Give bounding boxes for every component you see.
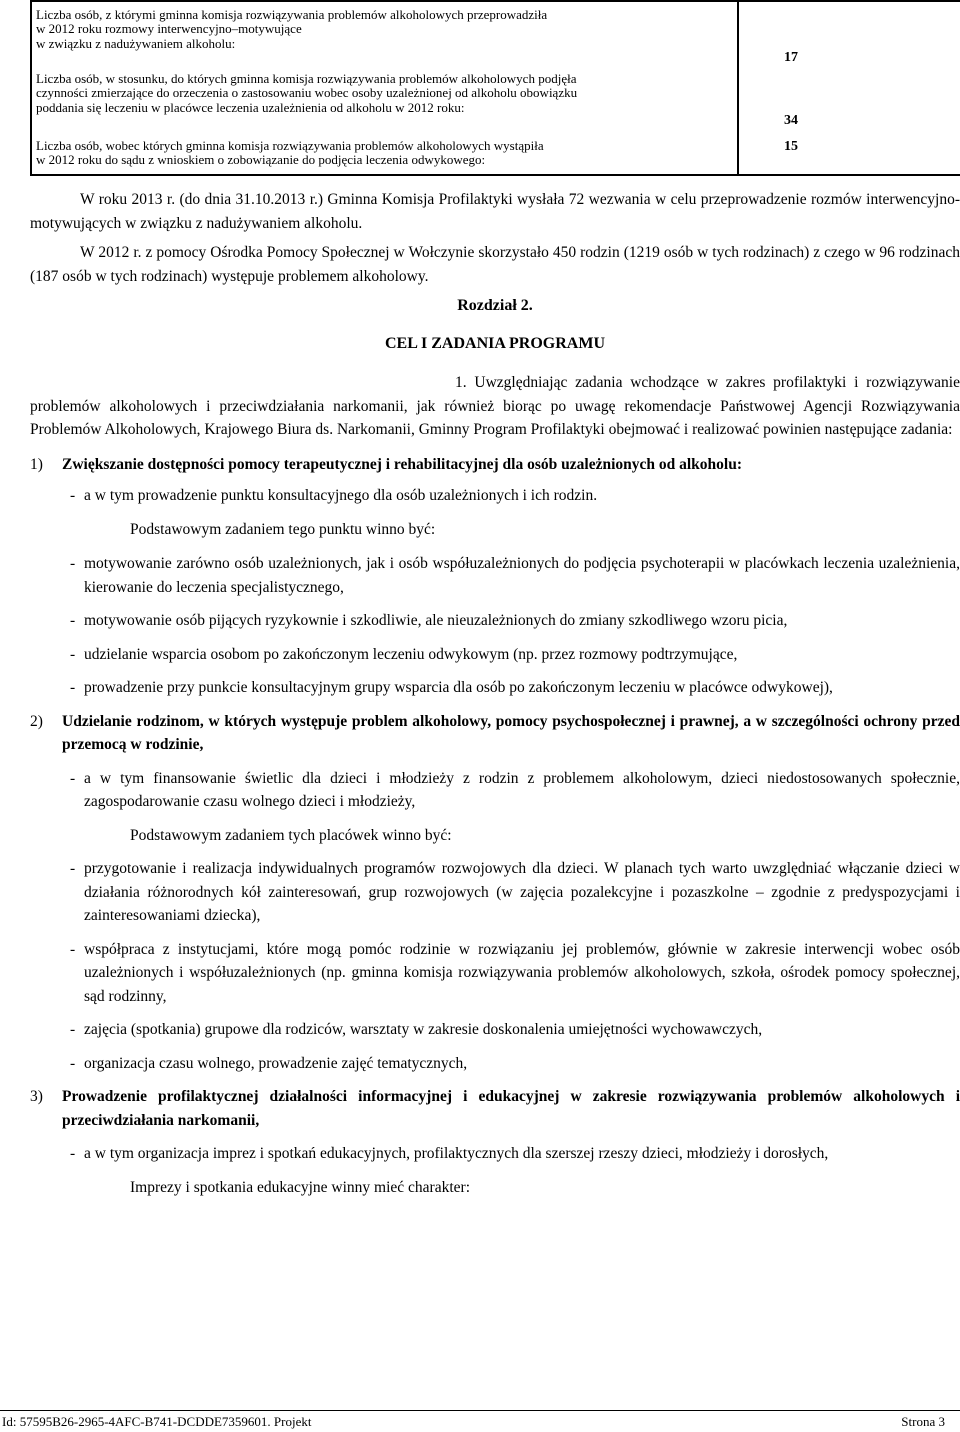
table-row-3-value: 15 bbox=[784, 139, 798, 154]
list-item: - motywowanie zarówno osób uzależnionych, jak i osób współuzależnionych do podjęcia psychoterapii w placówkach leczenia uzależnienia, kierowanie do leczenia specjalistycznego, bbox=[70, 555, 960, 596]
section-3-heading-text: Prowadzenie profilaktycznej działalności informacyjnej i edukacyjnej w zakresie rozwiązywania problemów alkoholowych i przeciwdziałania narkomanii, bbox=[62, 1088, 960, 1129]
list-item: - przygotowanie i realizacja indywidualnych programów rozwojowych dla dzieci. W planach tych warto uwzględniać włączanie dzieci w działania różnorodnych kół zainteresowań, grup rozwojowych (w zajęcia pozalekcyjne i pozaszkolne – zgodnie z predyspozycjami i zainteresowaniami dziecka), bbox=[70, 860, 960, 924]
section-2-heading-text: Udzielanie rodzinom, w których występuje problem alkoholowy, pomocy psychospołecznej i prawnej, a w szczególności ochrony przed przemocą w rodzinie, bbox=[62, 712, 960, 753]
table-row-1-value: 17 bbox=[784, 50, 798, 65]
list-item: - współpraca z instytucjami, które mogą pomóc rodzinie w rozwiązaniu jej problemów, głównie w zakresie interwencji wobec osób uzależnionych i współuzależnionych (np. gminna komisja rozwiązywania problemów alkoholowych, szkoła, ośrodek pomocy społecznej, sąd rodzinny, bbox=[70, 940, 960, 1005]
table-descriptions-cell bbox=[31, 1, 738, 175]
page-number: Strona 3 bbox=[901, 1414, 945, 1429]
statistics-table bbox=[30, 0, 960, 176]
list-item: - organizacja czasu wolnego, prowadzenie zajęć tematycznych, bbox=[70, 1054, 468, 1072]
table-values-cell bbox=[738, 1, 960, 175]
paragraph-ops-2012: W 2012 r. z pomocy Ośrodka Pomocy Społecznej w Wołczynie skorzystało 450 rodzin (1219 osób w tych rodzinach) z czego w 96 rodzinach (187 osób w tych rodzinach) występuje problemem alkoholowy. bbox=[30, 244, 960, 285]
table-row bbox=[31, 1, 960, 175]
list-item: - a w tym organizacja imprez i spotkań edukacyjnych, profilaktycznych dla szerszej rzeszy dzieci, młodzieży i dorosłych, bbox=[70, 1145, 829, 1162]
section-3-number: 3) bbox=[30, 1088, 43, 1105]
section-3-subheading: Imprezy i spotkania edukacyjne winny mieć charakter: bbox=[130, 1178, 471, 1196]
paragraph-warnings-2013: W roku 2013 r. (do dnia 31.10.2013 r.) Gminna Komisja Profilaktyki wysłała 72 wezwania w celu przeprowadzenie rozmów interwencyjno-motywujących w związku z nadużywaniem alkoholu. bbox=[30, 191, 960, 232]
section-2-subheading: Podstawowym zadaniem tych placówek winno być: bbox=[130, 826, 452, 844]
list-item: - udzielanie wsparcia osobom po zakończonym leczeniu odwykowym (np. przez rozmowy podtrzymujące, bbox=[70, 645, 738, 663]
chapter-title: CEL I ZADANIA PROGRAMU bbox=[384, 335, 605, 352]
table-row-2-value: 34 bbox=[784, 113, 798, 128]
document-id: Id: 57595B26-2965-4AFC-B741-DCDDE7359601. Projekt bbox=[2, 1414, 312, 1429]
page-footer bbox=[0, 1410, 960, 1432]
section-1-subheading: Podstawowym zadaniem tego punktu winno być: bbox=[130, 520, 436, 538]
table-row-2-text: Liczba osób, w stosunku, do których gminna komisja rozwiązywania problemów alkoholowych podjęła czynności zmierzające do orzeczenia o zastosowaniu wobec osoby uzależnionej od alkoholu obowiązku poddania się leczeniu w placówce leczenia uzależnienia od alkoholu w 2012 roku: bbox=[36, 71, 578, 115]
list-item: - a w tym finansowanie świetlic dla dzieci i młodzieży z rodzin z problemem alkoholowym, dzieci niedostosowanych społecznie, zagospodarowanie czasu wolnego dzieci i młodzieży, bbox=[70, 769, 960, 810]
list-item: - motywowanie osób pijących ryzykownie i szkodliwie, ale nieuzależnionych do zmiany szkodliwego wzoru picia, bbox=[70, 612, 788, 629]
chapter-number: Rozdział 2. bbox=[457, 297, 533, 314]
section-2-number: 2) bbox=[30, 712, 43, 730]
section-1 bbox=[30, 453, 960, 700]
paragraph-tasks-intro: 1. Uwzględniając zadania wchodzące w zakres profilaktyki i rozwiązywanie problemów alkoholowych i przeciwdziałania narkomanii, jak również biorąc po uwagę rekomendacje Państwowej Agencji Rozwiązywania Problemów Alkoholowych, Krajowego Biura ds. Narkomanii, Gminny Program Profilaktyki obejmować i realizować powinien następujące zadania: bbox=[30, 374, 960, 438]
list-item: - prowadzenie przy punkcie konsultacyjnym grupy wsparcia dla osób po zakończonym leczeniu w placówce odwykowej), bbox=[70, 679, 833, 696]
section-1-heading bbox=[30, 453, 960, 477]
section-2-heading bbox=[30, 710, 960, 757]
section-3 bbox=[30, 1085, 960, 1199]
section-1-number: 1) bbox=[30, 455, 43, 473]
table-row-3-text: Liczba osób, wobec których gminna komisja rozwiązywania problemów alkoholowych wystąpiła w 2012 roku do sądu z wnioskiem o zobowiązanie do podjęcia leczenia odwykowego: bbox=[36, 138, 544, 168]
list-item: - a w tym prowadzenie punktu konsultacyjnego dla osób uzależnionych i ich rodzin. bbox=[70, 487, 598, 504]
document-body bbox=[30, 188, 960, 1199]
list-item: - zajęcia (spotkania) grupowe dla rodziców, warsztaty w zakresie doskonalenia umiejętności wychowawczych, bbox=[70, 1021, 763, 1038]
section-3-heading bbox=[30, 1085, 960, 1132]
section-2 bbox=[30, 710, 960, 1076]
table-row-1-text: Liczba osób, z którymi gminna komisja rozwiązywania problemów alkoholowych przeprowadziła w 2012 roku rozmowy interwencyjno–motywujące w związku z nadużywaniem alkoholu: bbox=[36, 7, 548, 51]
section-1-heading-text: Zwiększanie dostępności pomocy terapeutycznej i rehabilitacyjnej dla osób uzależnionych od alkoholu: bbox=[62, 455, 743, 473]
